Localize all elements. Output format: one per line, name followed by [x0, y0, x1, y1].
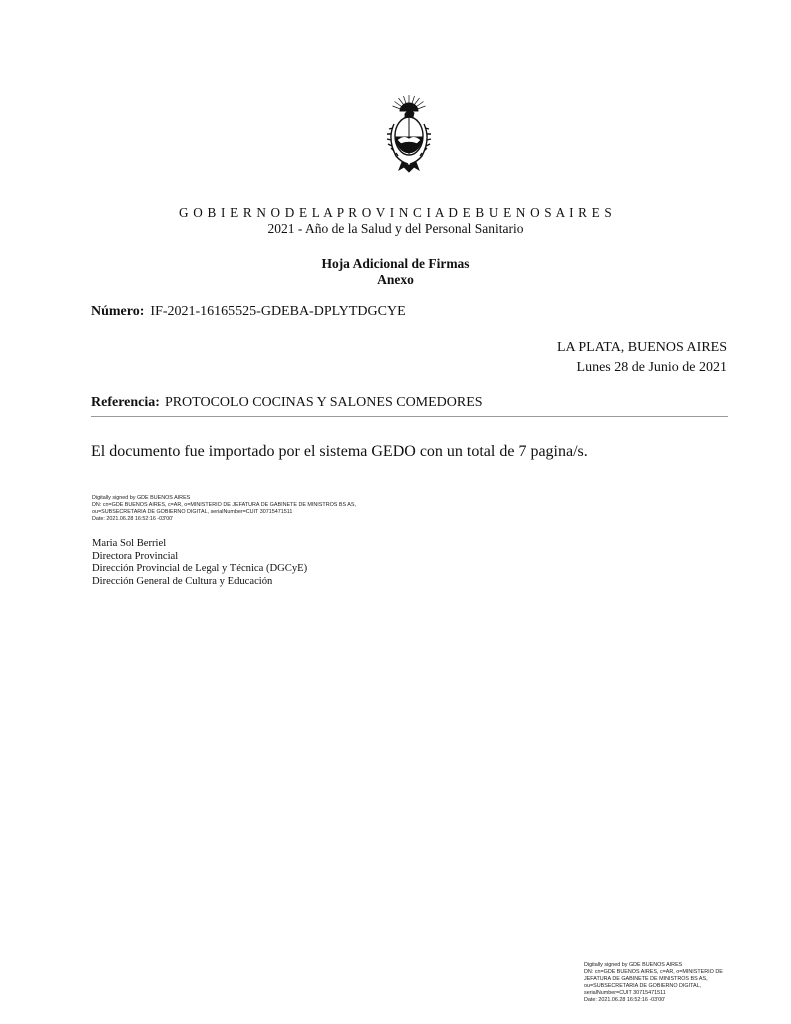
signer-office: Dirección Provincial de Legal y Técnica (DGCyE)	[92, 563, 308, 575]
reference-label: Referencia:	[91, 395, 160, 410]
digital-signature-stamp-footer	[584, 962, 723, 1003]
document-number-value: IF-2021-16165525-GDEBA-DPLYTDGCYE	[150, 304, 406, 319]
reference	[91, 395, 483, 411]
signer-block	[92, 538, 307, 588]
issue-date: Lunes 28 de Junio de 2021	[576, 360, 727, 375]
signature-line: ou=SUBSECRETARIA DE GOBIERNO DIGITAL, serialNumber=CUIT 30715471511	[92, 508, 293, 515]
reference-divider	[91, 416, 728, 417]
body-text: El documento fue importado por el sistema GEDO con un total de 7 pagina/s.	[91, 443, 588, 460]
signer-position: Directora Provincial	[92, 550, 179, 562]
government-header: G O B I E R N O D E L A P R O V I N C I A D E B U E N O S A I R E S	[179, 205, 612, 220]
signature-line: serialNumber=CUIT 30715471511	[584, 989, 666, 996]
digital-signature-stamp	[92, 495, 356, 523]
signature-line: DN: cn=GDE BUENOS AIRES, c=AR, o=MINISTERIO DE	[584, 968, 723, 975]
signature-line: JEFATURA DE GABINETE DE MINISTROS BS AS,	[584, 975, 708, 982]
document-number	[91, 304, 406, 320]
signature-line: Digitally signed by GDE BUENOS AIRES	[92, 495, 191, 501]
issue-place: LA PLATA, BUENOS AIRES	[556, 340, 727, 355]
signature-line: DN: cn=GDE BUENOS AIRES, c=AR, o=MINISTERIO DE JEFATURA DE GABINETE DE MINISTROS BS AS,	[92, 501, 356, 508]
signer-organization: Dirección General de Cultura y Educación	[92, 575, 273, 587]
year-motto: 2021 - Año de la Salud y del Personal Sanitario	[267, 221, 524, 236]
document-number-label: Número:	[91, 304, 145, 319]
signature-line: Date: 2021.06.28 16:52:16 -03'00'	[92, 515, 174, 522]
reference-value: PROTOCOLO COCINAS Y SALONES COMEDORES	[164, 395, 483, 410]
signature-line: Date: 2021.06.28 16:52:16 -03'00'	[584, 996, 666, 1003]
signature-line: ou=SUBSECRETARIA DE GOBIERNO DIGITAL,	[584, 982, 702, 989]
signer-name: Maria Sol Berriel	[92, 538, 167, 549]
sheet-title: Hoja Adicional de Firmas	[321, 256, 470, 271]
signature-line: Digitally signed by GDE BUENOS AIRES	[584, 962, 683, 968]
sheet-subtitle: Anexo	[377, 272, 414, 287]
coat-of-arms-icon	[384, 94, 434, 178]
